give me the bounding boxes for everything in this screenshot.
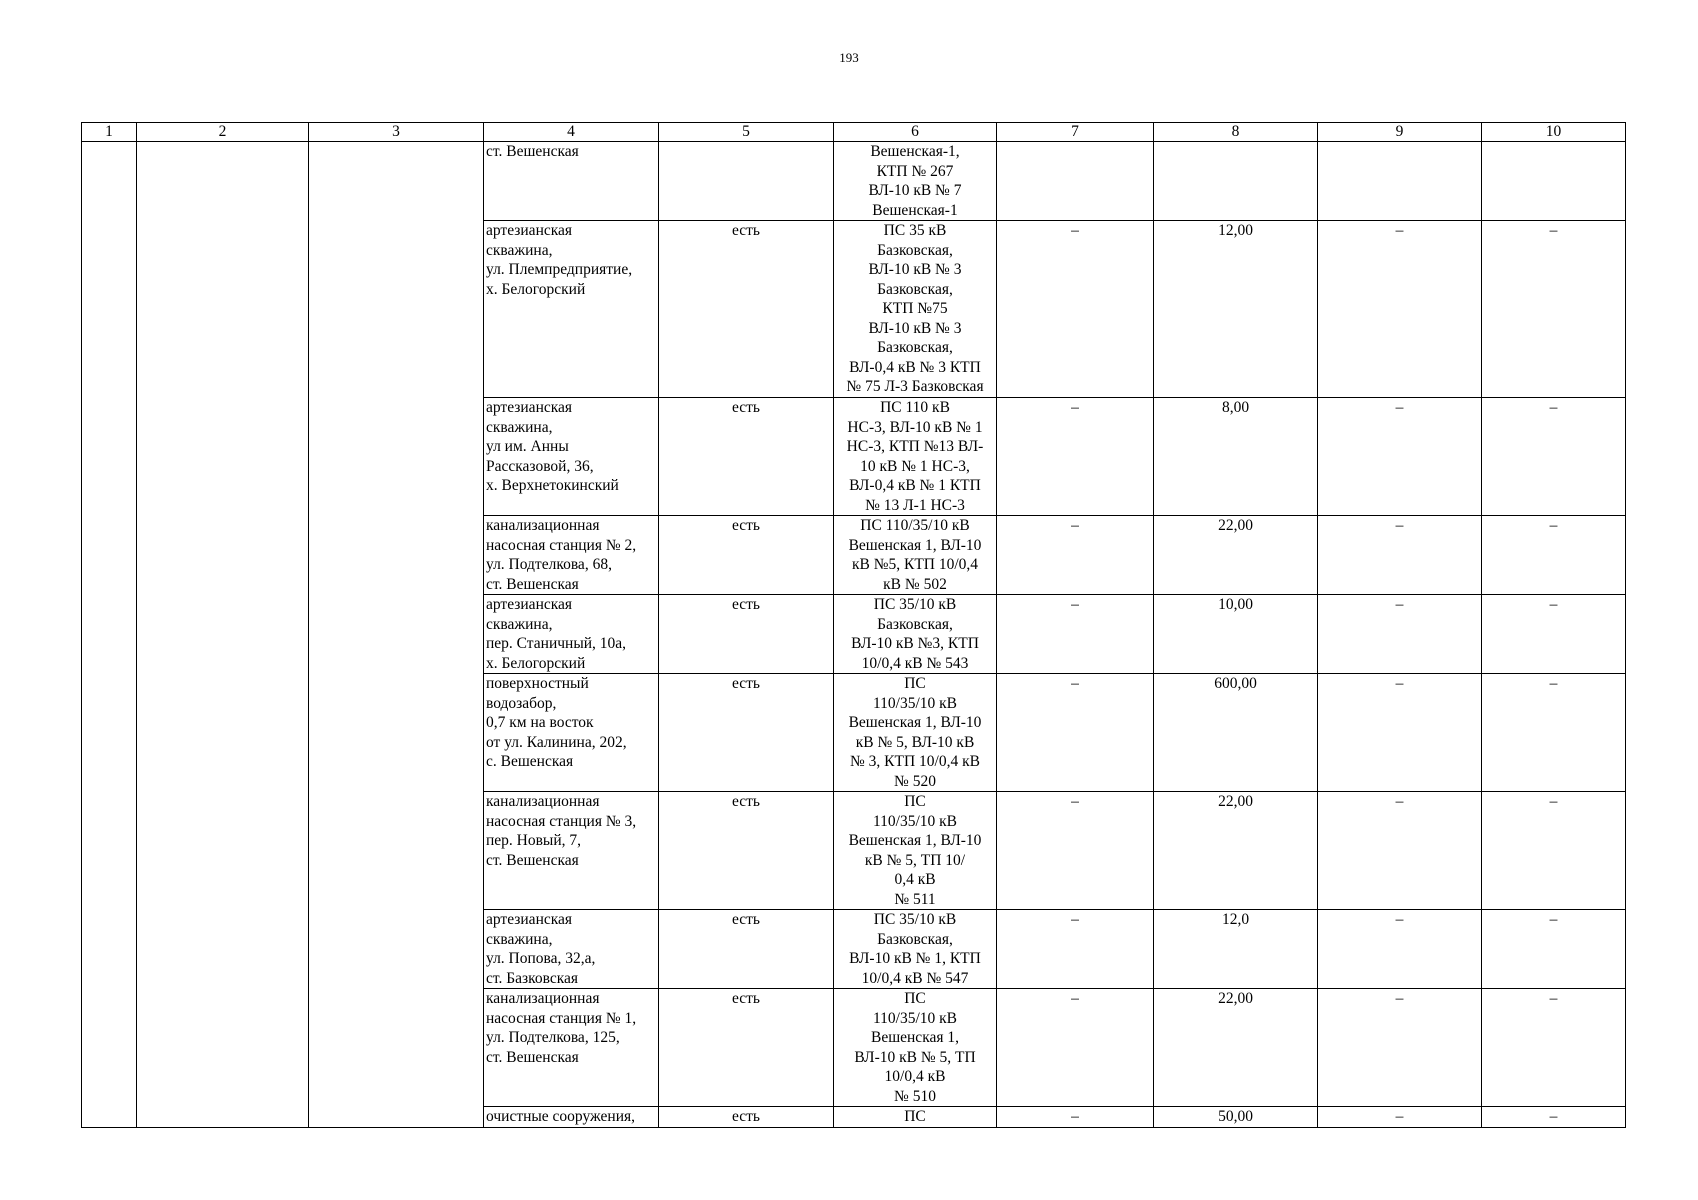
connection-cell: есть [659, 674, 834, 792]
power-source-cell: ПС 110/35/10 кВ Вешенская 1, ВЛ-10 кВ №5, КТП 10/0,4 кВ № 502 [834, 516, 997, 595]
header-cell-5: 5 [659, 123, 834, 142]
connection-cell: есть [659, 516, 834, 595]
power-source-cell: ПС [834, 1107, 997, 1128]
col9-cell: – [1318, 1107, 1482, 1128]
header-row [82, 123, 1626, 142]
capacity-cell: 22,00 [1154, 792, 1318, 910]
power-source-cell: ПС 110 кВ НС-3, ВЛ-10 кВ № 1 НС-3, КТП №13 ВЛ- 10 кВ № 1 НС-3, ВЛ-0,4 кВ № 1 КТП № 13 Л-1 НС-3 [834, 398, 997, 516]
connection-cell: есть [659, 398, 834, 516]
facility-cell: артезианская скважина, ул. Попова, 32,а, ст. Базковская [484, 910, 659, 989]
col10-cell [1482, 142, 1626, 221]
table-row [82, 142, 1626, 221]
col10-cell: – [1482, 516, 1626, 595]
header-cell-9: 9 [1318, 123, 1482, 142]
col10-cell: – [1482, 595, 1626, 674]
col7-cell: – [997, 674, 1154, 792]
power-source-cell: ПС 110/35/10 кВ Вешенская 1, ВЛ-10 кВ № 5, ТП 10/ 0,4 кВ № 511 [834, 792, 997, 910]
connection-cell: есть [659, 1107, 834, 1128]
col9-cell [1318, 142, 1482, 221]
col10-cell: – [1482, 910, 1626, 989]
col9-cell: – [1318, 398, 1482, 516]
col7-cell: – [997, 792, 1154, 910]
facility-cell: поверхностный водозабор, 0,7 км на восток от ул. Калинина, 202, с. Вешенская [484, 674, 659, 792]
col10-cell: – [1482, 674, 1626, 792]
header-cell-4: 4 [484, 123, 659, 142]
power-source-cell: ПС 35/10 кВ Базковская, ВЛ-10 кВ №3, КТП 10/0,4 кВ № 543 [834, 595, 997, 674]
capacity-cell: 12,00 [1154, 221, 1318, 398]
merged-cell-c1 [82, 142, 137, 1128]
capacity-cell: 10,00 [1154, 595, 1318, 674]
col10-cell: – [1482, 1107, 1626, 1128]
merged-cell-c3 [309, 142, 484, 1128]
capacity-cell: 600,00 [1154, 674, 1318, 792]
header-cell-6: 6 [834, 123, 997, 142]
connection-cell [659, 142, 834, 221]
capacity-cell: 50,00 [1154, 1107, 1318, 1128]
merged-cell-c2 [137, 142, 309, 1128]
col7-cell: – [997, 910, 1154, 989]
col7-cell [997, 142, 1154, 221]
capacity-cell: 12,0 [1154, 910, 1318, 989]
col9-cell: – [1318, 221, 1482, 398]
col10-cell: – [1482, 221, 1626, 398]
header-cell-8: 8 [1154, 123, 1318, 142]
col9-cell: – [1318, 595, 1482, 674]
capacity-cell: 22,00 [1154, 516, 1318, 595]
power-source-cell: ПС 35 кВ Базковская, ВЛ-10 кВ № 3 Базковская, КТП №75 ВЛ-10 кВ № 3 Базковская, ВЛ-0,4 кВ № 3 КТП № 75 Л-3 Базковская [834, 221, 997, 398]
col9-cell: – [1318, 910, 1482, 989]
capacity-cell [1154, 142, 1318, 221]
col9-cell: – [1318, 989, 1482, 1107]
header-cell-1: 1 [82, 123, 137, 142]
header-cell-7: 7 [997, 123, 1154, 142]
connection-cell: есть [659, 221, 834, 398]
col7-cell: – [997, 595, 1154, 674]
facility-cell: канализационная насосная станция № 1, ул. Подтелкова, 125, ст. Вешенская [484, 989, 659, 1107]
col9-cell: – [1318, 792, 1482, 910]
col7-cell: – [997, 989, 1154, 1107]
col7-cell: – [997, 221, 1154, 398]
col10-cell: – [1482, 792, 1626, 910]
col7-cell: – [997, 516, 1154, 595]
facility-cell: канализационная насосная станция № 2, ул. Подтелкова, 68, ст. Вешенская [484, 516, 659, 595]
header-cell-2: 2 [137, 123, 309, 142]
page-number: 193 [839, 50, 859, 65]
capacity-cell: 8,00 [1154, 398, 1318, 516]
col9-cell: – [1318, 516, 1482, 595]
data-table [81, 122, 1626, 1128]
col10-cell: – [1482, 398, 1626, 516]
facility-cell: ст. Вешенская [484, 142, 659, 221]
col7-cell: – [997, 1107, 1154, 1128]
power-source-cell: ПС 110/35/10 кВ Вешенская 1, ВЛ-10 кВ № 5, ВЛ-10 кВ № 3, КТП 10/0,4 кВ № 520 [834, 674, 997, 792]
facility-cell: артезианская скважина, ул им. Анны Рассказовой, 36, х. Верхнетокинский [484, 398, 659, 516]
facility-cell: артезианская скважина, ул. Племпредприятие, х. Белогорский [484, 221, 659, 398]
connection-cell: есть [659, 910, 834, 989]
facility-cell: артезианская скважина, пер. Станичный, 10а, х. Белогорский [484, 595, 659, 674]
facility-cell: очистные сооружения, [484, 1107, 659, 1128]
connection-cell: есть [659, 792, 834, 910]
connection-cell: есть [659, 595, 834, 674]
power-source-cell: ПС 110/35/10 кВ Вешенская 1, ВЛ-10 кВ № 5, ТП 10/0,4 кВ № 510 [834, 989, 997, 1107]
power-source-cell: ПС 35/10 кВ Базковская, ВЛ-10 кВ № 1, КТП 10/0,4 кВ № 547 [834, 910, 997, 989]
header-cell-10: 10 [1482, 123, 1626, 142]
header-cell-3: 3 [309, 123, 484, 142]
facility-cell: канализационная насосная станция № 3, пер. Новый, 7, ст. Вешенская [484, 792, 659, 910]
col10-cell: – [1482, 989, 1626, 1107]
connection-cell: есть [659, 989, 834, 1107]
col9-cell: – [1318, 674, 1482, 792]
col7-cell: – [997, 398, 1154, 516]
capacity-cell: 22,00 [1154, 989, 1318, 1107]
power-source-cell: Вешенская-1, КТП № 267 ВЛ-10 кВ № 7 Вешенская-1 [834, 142, 997, 221]
